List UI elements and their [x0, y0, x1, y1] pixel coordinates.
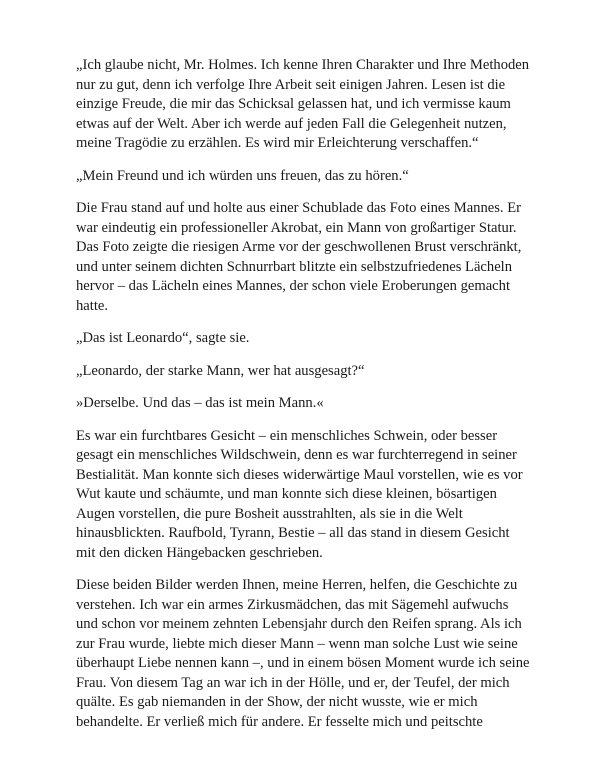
- paragraph-holmes-reply: „Ich glaube nicht, Mr. Holmes. Ich kenne Ihren Charakter und Ihre Methoden nur zu gut, denn ich verfolge Ihre Arbeit seit einigen Jahren. Lesen ist die einzige Freude, die mir das Schicksal gelassen hat, und ich vermisse kaum etwas auf der Welt. Aber ich werde auf jeden Fall die Gelegenheit nutzen, meine Tragödie zu erzählen. Es wird mir Erleichterung verschaffen.“: [76, 57, 530, 151]
- paragraph-friend-reply: „Mein Freund und ich würden uns freuen, das zu hören.“: [76, 167, 409, 184]
- paragraph-photo-description: Die Frau stand auf und holte aus einer Schublade das Foto eines Mannes. Er war eindeutig ein professioneller Akrobat, ein Mann von großartiger Statur. Das Foto zeigte die riesigen Arme vor der geschwollenen Brust verschränkt, und unter seinem dichten Schnurrbart blitzte ein selbstzufriedenes Lächeln hervor – das Lächeln eines Mannes, der schon viele Eroberungen gemacht hatte.: [76, 200, 522, 314]
- document-page: [76, 56, 532, 732]
- paragraph-story: Diese beiden Bilder werden Ihnen, meine Herren, helfen, die Geschichte zu verstehen. Ich war ein armes Zirkusmädchen, das mit Sägemehl aufwuchs und schon vor meinem zehnten Lebensjahr durch den Reifen sprang. Als ich zur Frau wurde, liebte mich dieser Mann – wenn man solche Lust wie seine überhaupt Liebe nennen kann –, und in einem bösen Moment wurde ich seine Frau. Von diesem Tag an war ich in der Hölle, und er, der Teufel, der mich quälte. Es gab niemanden in der Show, der nicht wusste, wie er mich behandelte. Er verließ mich für andere. Er fesselte mich und peitschte: [76, 577, 530, 730]
- paragraph-face-description: Es war ein furchtbares Gesicht – ein menschliches Schwein, oder besser gesagt ein menschliches Wildschwein, denn es war furchterregend in seiner Bestialität. Man konnte sich dieses widerwärtige Maul vorstellen, wie es vor Wut kaute und schäumte, und man konnte sich diese kleinen, bösartigen Augen vorstellen, die pure Bosheit ausstrahlten, als sie in die Welt hinausblickten. Raufbold, Tyrann, Bestie – all das stand in diesem Gesicht mit den dicken Hängebacken geschrieben.: [76, 427, 523, 561]
- paragraph-husband: »Derselbe. Und das – das ist mein Mann.«: [76, 395, 324, 411]
- paragraph-strong-man: „Leonardo, der starke Mann, wer hat ausgesagt?“: [76, 362, 365, 379]
- paragraph-leonardo: „Das ist Leonardo“, sagte sie.: [76, 330, 250, 346]
